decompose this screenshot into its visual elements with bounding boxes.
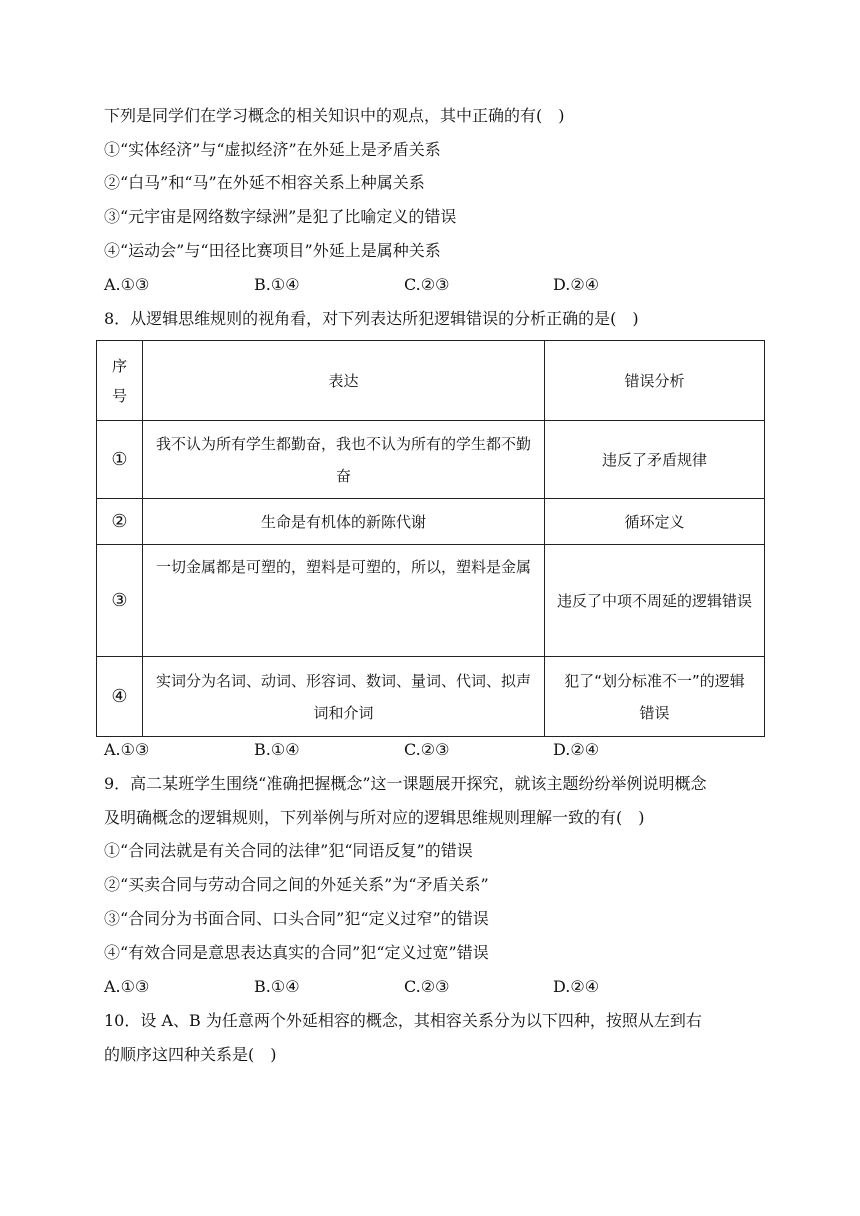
q8-stem: 8．从逻辑思维规则的视角看，对下列表达所犯逻辑错误的分析正确的是( )	[104, 309, 639, 328]
row-expression: 生命是有机体的新陈代谢	[143, 499, 545, 545]
q7-option-a: A.①③	[104, 275, 150, 294]
q9-item-1: ①“合同法就是有关合同的法律”犯“同语反复”的错误	[104, 841, 473, 860]
q10-stem-line-2: 的顺序这四种关系是( )	[104, 1045, 277, 1064]
table-row	[97, 545, 765, 657]
q9-stem-line-2: 及明确概念的逻辑规则，下列举例与所对应的逻辑思维规则理解一致的有( )	[104, 808, 645, 827]
q7-option-c: C.②③	[404, 275, 450, 294]
q7-item-2: ②“白马”和“马”在外延不相容关系上种属关系	[104, 173, 425, 192]
q7-option-d: D.②④	[553, 275, 600, 294]
table-row	[97, 657, 765, 737]
row-index: ③	[97, 545, 143, 657]
row-expression: 一切金属都是可塑的，塑料是可塑的，所以，塑料是金属	[143, 545, 545, 657]
q7-stem: 下列是同学们在学习概念的相关知识中的观点，其中正确的有( )	[104, 106, 565, 125]
q9-item-2: ②“买卖合同与劳动合同之间的外延关系”为“矛盾关系”	[104, 875, 489, 894]
header-expression: 表达	[143, 341, 545, 421]
row-analysis: 循环定义	[545, 499, 765, 545]
q9-option-c: C.②③	[404, 977, 450, 996]
table-row	[97, 499, 765, 545]
row-index: ②	[97, 499, 143, 545]
q8-option-b: B.①④	[254, 740, 300, 759]
row-analysis: 违反了中项不周延的逻辑错误	[545, 545, 765, 657]
q9-item-4: ④“有效合同是意思表达真实的合同”犯“定义过宽”错误	[104, 943, 489, 962]
q9-option-a: A.①③	[104, 977, 150, 996]
q9-option-d: D.②④	[553, 977, 600, 996]
row-index: ④	[97, 657, 143, 737]
q9-option-b: B.①④	[254, 977, 300, 996]
q9-item-3: ③“合同分为书面合同、口头合同”犯“定义过窄”的错误	[104, 909, 489, 928]
q8-option-d: D.②④	[553, 740, 600, 759]
table-header-row	[97, 341, 765, 421]
q7-item-3: ③“元宇宙是网络数字绿洲”是犯了比喻定义的错误	[104, 207, 457, 226]
q7-item-1: ①“实体经济”与“虚拟经济”在外延上是矛盾关系	[104, 140, 441, 159]
row-expression: 实词分为名词、动词、形容词、数词、量词、代词、拟声词和介词	[143, 657, 545, 737]
row-analysis: 违反了矛盾规律	[545, 421, 765, 499]
table-row	[97, 421, 765, 499]
row-index: ①	[97, 421, 143, 499]
q7-item-4: ④“运动会”与“田径比赛项目”外延上是属种关系	[104, 241, 441, 260]
q8-table	[96, 340, 765, 737]
row-analysis: 犯了“划分标准不一”的逻辑错误	[545, 657, 765, 737]
header-analysis: 错误分析	[545, 341, 765, 421]
q9-stem-line-1: 9．高二某班学生围绕“准确把握概念”这一课题展开探究，就该主题纷纷举例说明概念	[104, 774, 707, 793]
q7-option-b: B.①④	[254, 275, 300, 294]
row-expression: 我不认为所有学生都勤奋，我也不认为所有的学生都不勤奋	[143, 421, 545, 499]
q8-option-a: A.①③	[104, 740, 150, 759]
q8-option-c: C.②③	[404, 740, 450, 759]
q10-stem-line-1: 10．设 A、B 为任意两个外延相容的概念，其相容关系分为以下四种，按照从左到右	[104, 1011, 702, 1030]
header-index: 序号	[97, 341, 143, 421]
